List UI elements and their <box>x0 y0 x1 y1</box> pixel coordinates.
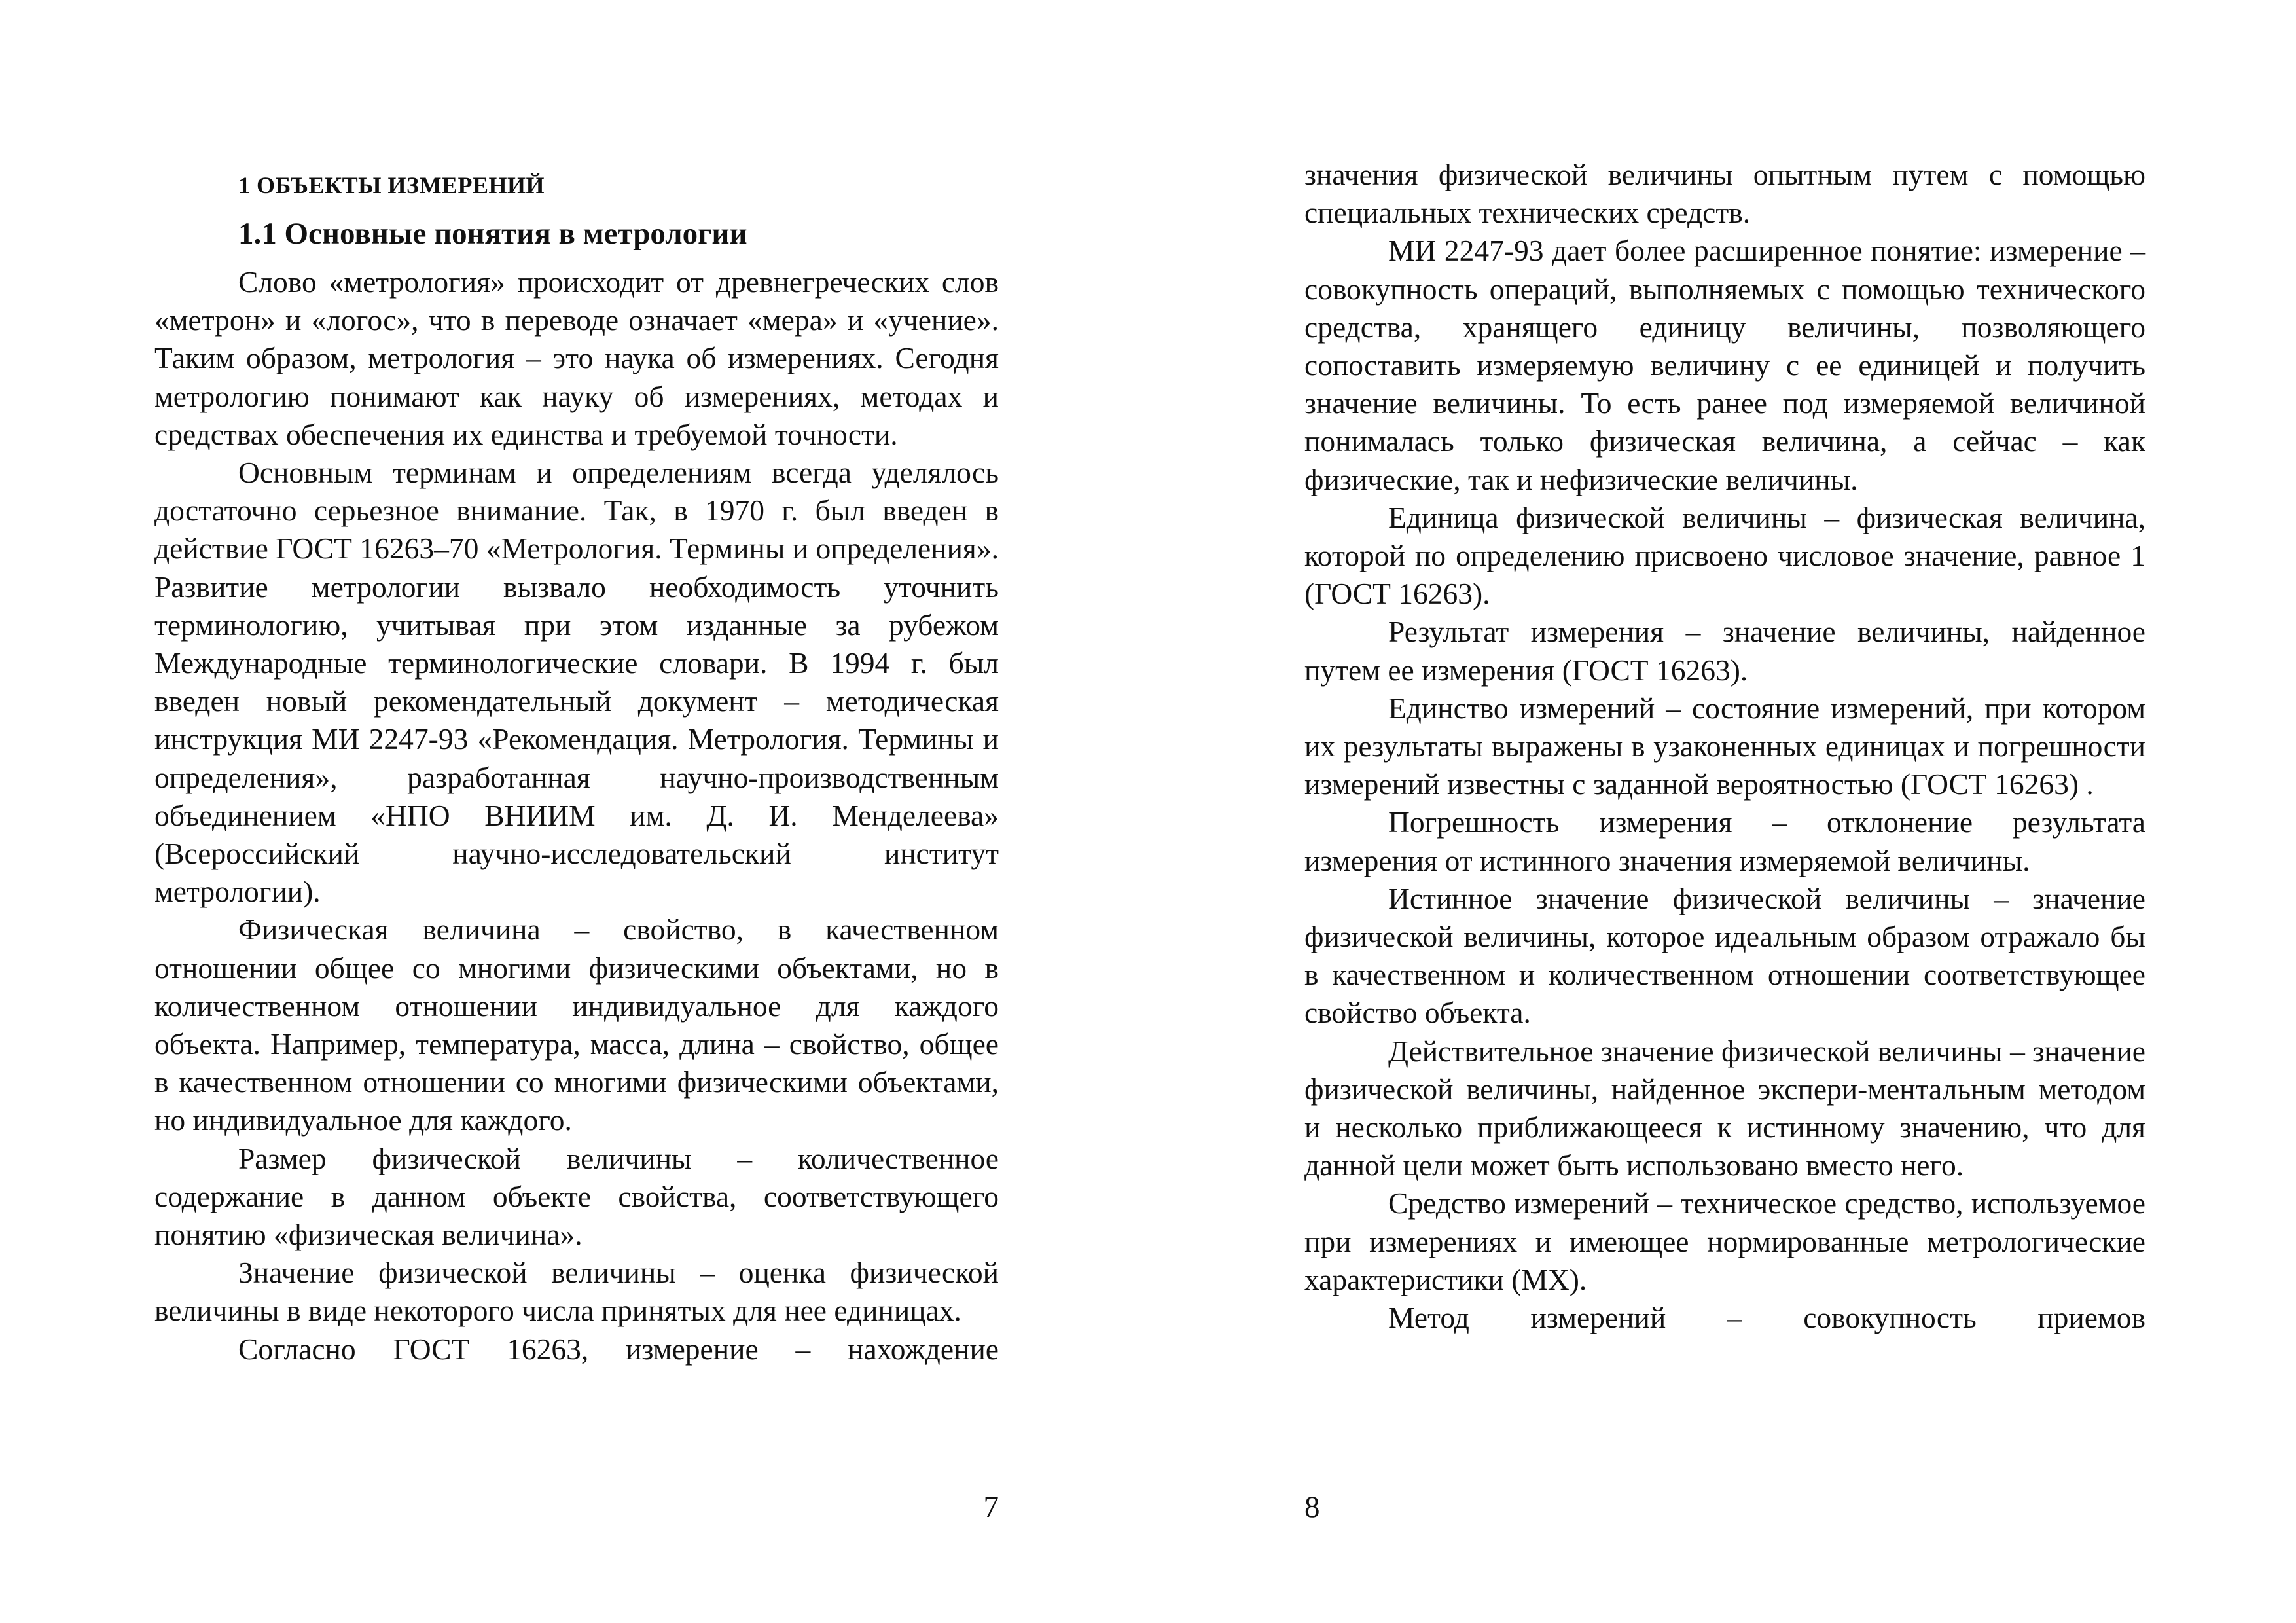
paragraph-mi-2247-measurement: МИ 2247-93 дает более расширенное понятие: измерение – совокупность операций, выполняемых с помощью технического средства, хранящего единицу величины, позволяющего сопоставить измеряемую величину с ее единицей и получить значение величины. То есть ранее под измеряемой величиной понималась только физическая величина, а сейчас – как физические, так и нефизические величины. <box>1304 234 2145 496</box>
paragraph-metrology-origin: Слово «метрология» происходит от древнегреческих слов «метрон» и «логос», что в переводе означает «мера» и «учение». Таким образом, метрология – это наука об измерениях. Сегодня метрологию понимают как науку об измерениях, методах и средствах обеспечения их единства и требуемой точности. <box>154 265 999 451</box>
section-title: 1.1 Основные понятия в метрологии <box>238 217 747 251</box>
paragraph-measurement-uniformity: Единство измерений – состояние измерений, при котором их результаты выражены в узаконенных единицах и погрешности измерений известны с заданной вероятностью (ГОСТ 16263) . <box>1304 691 2145 801</box>
paragraph-actual-value: Действительное значение физической величины – значение физической величины, найденное экспери-ментальным методом и несколько приближающееся к истинному значению, что для данной цели может быть использовано вместо него. <box>1304 1034 2145 1182</box>
left-page <box>154 0 999 1623</box>
paragraph-measurement-definition-start: Согласно ГОСТ 16263, измерение – нахождение <box>238 1332 999 1366</box>
left-page-body <box>154 263 999 1368</box>
page-number: 8 <box>1304 1490 1320 1524</box>
paragraph-unit-definition: Единица физической величины – физическая величина, которой по определению присвоено числовое значение, равное 1 (ГОСТ 16263). <box>1304 500 2145 611</box>
paragraph-measurement-result: Результат измерения – значение величины, найденное путем ее измерения (ГОСТ 16263). <box>1304 615 2145 687</box>
paragraph-measuring-instrument: Средство измерений – техническое средство, используемое при измерениях и имеющее нормированные метрологические характеристики (МХ). <box>1304 1186 2145 1296</box>
right-page <box>1304 0 2145 1623</box>
paragraph-terms-history: Основным терминам и определениям всегда уделялось достаточно серьезное внимание. Так, в 1970 г. был введен в действие ГОСТ 16263–70 «Метрология. Термины и определения». Развитие метрологии вызвало необходимость уточнить терминологию, учитывая при этом изданные за рубежом Международные терминологические словари. В 1994 г. был введен новый рекомендательный документ – методическая инструкция МИ 2247-93 «Рекомендация. Метрология. Термины и определения», разработанная научно-производственным объединением «НПО ВНИИМ им. Д. И. Менделеева» (Всероссийский научно-исследовательский институт метрологии). <box>154 456 999 909</box>
page-number: 7 <box>983 1490 999 1524</box>
paragraph-measurement-method-start: Метод измерений – совокупность приемов <box>1388 1301 2145 1335</box>
paragraph-measurement-error: Погрешность измерения – отклонение результата измерения от истинного значения измеряемой величины. <box>1304 805 2145 877</box>
chapter-title: 1 ОБЪЕКТЫ ИЗМЕРЕНИЙ <box>238 172 545 198</box>
paragraph-physical-quantity: Физическая величина – свойство, в качественном отношении общее со многими физическими объектами, но в количественном отношении индивидуальное для каждого объекта. Например, температура, масса, длина – свойство, общее в качественном отношении со многими физическими объектами, но индивидуальное для каждого. <box>154 913 999 1137</box>
paragraph-quantity-size: Размер физической величины – количественное содержание в данном объекте свойства, соответствующего понятию «физическая величина». <box>154 1141 999 1252</box>
paragraph-quantity-value: Значение физической величины – оценка физической величины в виде некоторого числа принятых для нее единицах. <box>154 1256 999 1328</box>
paragraph-true-value: Истинное значение физической величины – значение физической величины, которое идеальным образом отражало бы в качественном и количественном отношении соответствующее свойство объекта. <box>1304 881 2145 1030</box>
right-page-body <box>1304 156 2145 1337</box>
paragraph-measurement-definition-end: значения физической величины опытным путем с помощью специальных технических средств. <box>1304 158 2145 230</box>
